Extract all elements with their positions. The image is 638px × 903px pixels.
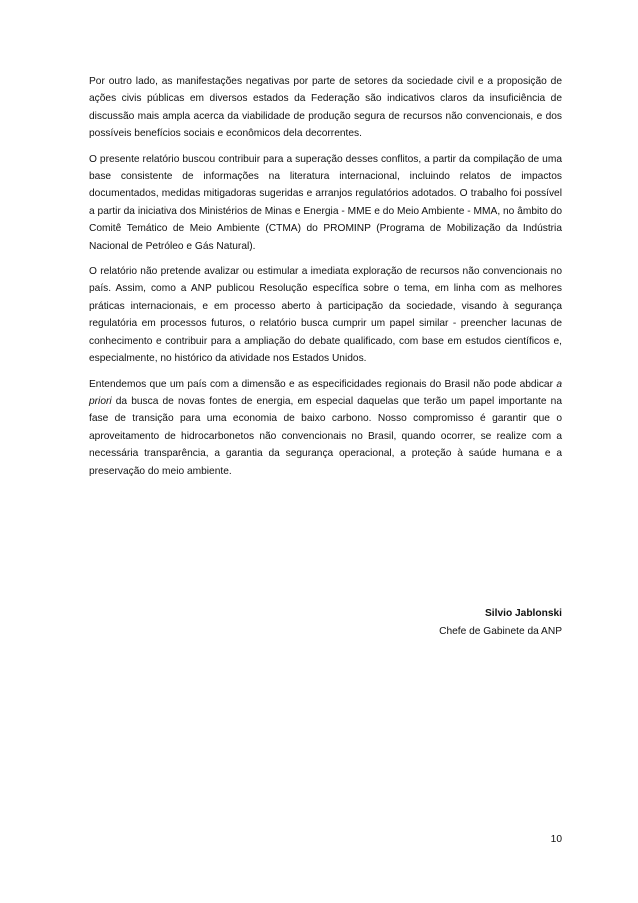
signatory-name: Silvio Jablonski — [485, 608, 562, 619]
paragraph-4-start: Entendemos que um país com a dimensão e as especificidades regionais do Brasil não pode abdicar — [89, 378, 557, 390]
signature-block — [439, 605, 562, 641]
paragraph-1: Por outro lado, as manifestações negativas por parte de setores da sociedade civil e a proposição de ações civis públicas em diversos estados da Federação são indicativos claros da insuficiência de discussão mais ampla acerca da viabilidade de produção segura de recursos não convencionais, e dos possíveis benefícios sociais e econômicos dela decorrentes. — [89, 76, 562, 140]
paragraph-3: O relatório não pretende avalizar ou estimular a imediata exploração de recursos não convencionais no país. Assim, como a ANP publicou Resolução específica sobre o tema, em linha com as melhores práticas internacionais, e em processo aberto à participação da sociedade, visando à segurança regulatória em processos futuros, o relatório busca cumprir um papel similar - preencher lacunas de conhecimento e contribuir para a ampliação do debate qualificado, com base em estudos científicos e, especialmente, no histórico da atividade nos Estados Unidos. — [89, 266, 562, 365]
body-text — [89, 73, 562, 488]
paragraph-2: O presente relatório buscou contribuir para a superação desses conflitos, a partir da compilação de uma base consistente de informações na literatura internacional, incluindo relatos de impactos documentados, medidas mitigadoras sugeridas e arranjos regulatórios adotados. O trabalho foi possível a partir da iniciativa dos Ministérios de Minas e Energia - MME e do Meio Ambiente - MMA, no âmbito do Comitê Temático de Meio Ambiente (CTMA) do PROMINP (Programa de Mobilização da Indústria Nacional de Petróleo e Gás Natural). — [89, 153, 562, 252]
paragraph-4-italic-term: a priori — [89, 378, 562, 407]
paragraph-4 — [89, 376, 562, 480]
paragraph-4-end: da busca de novas fontes de energia, em especial daquelas que terão um papel importante na fase de transição para uma economia de baixo carbono. Nosso compromisso é garantir que o aproveitamento de hidrocarbonetos não convencionais no Brasil, quando ocorrer, se realize com a necessária transparência, a garantia da segurança operacional, a proteção à saúde humana e a preservação do meio ambiente. — [89, 395, 562, 477]
page-number: 10 — [550, 834, 562, 845]
signatory-title: Chefe de Gabinete da ANP — [439, 626, 562, 637]
